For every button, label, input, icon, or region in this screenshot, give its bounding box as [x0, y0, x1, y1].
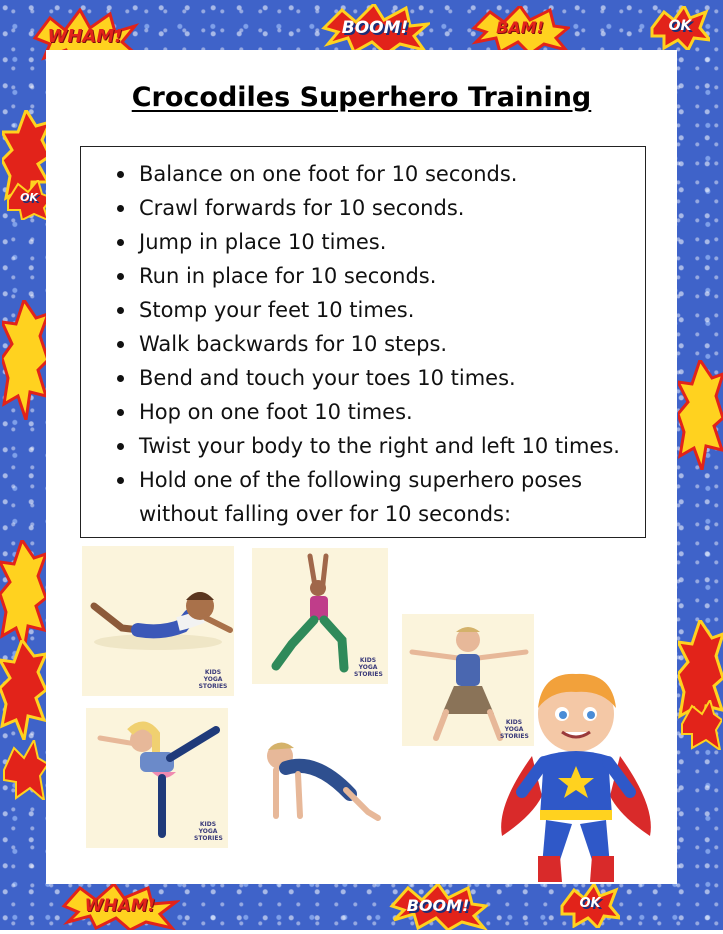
exercise-item: Twist your body to the right and left 10 times. [117, 429, 645, 463]
watermark-logo: KIDS YOGA STORIES [194, 821, 223, 842]
watermark-logo: KIDS YOGA STORIES [354, 657, 383, 678]
exercise-item: Walk backwards for 10 steps. [117, 327, 645, 361]
pose-image-plank [246, 724, 388, 840]
exercise-item: Stomp your feet 10 times. [117, 293, 645, 327]
watermark-logo: KIDS YOGA STORIES [198, 669, 228, 690]
exercise-item: Run in place for 10 seconds. [117, 259, 645, 293]
exercise-item: Hold one of the following superhero poses without falling over for 10 seconds: [117, 463, 645, 531]
pose-image-warrior-three [86, 708, 228, 848]
burst-boom-top: BOOM! [320, 4, 430, 54]
exercise-item: Jump in place 10 times. [117, 225, 645, 259]
burst-boom-left-lower [0, 640, 46, 740]
superhero-kid-illustration [492, 666, 660, 884]
burst-wham-left [2, 300, 48, 420]
burst-wham-top-left: WHAM! [30, 8, 140, 68]
exercise-item: Hop on one foot 10 times. [117, 395, 645, 429]
burst-ok-left-lower [2, 740, 48, 800]
pose-image-superman [82, 546, 234, 696]
burst-ok-bottom-right: OK [560, 884, 620, 928]
burst-wham-left-lower [0, 540, 46, 650]
exercise-list [81, 147, 645, 531]
burst-wham-right [678, 360, 723, 470]
burst-wham-bottom: WHAM! [60, 884, 180, 930]
burst-ok-left: OK [6, 180, 52, 220]
burst-bam-top: BAM! [470, 6, 570, 54]
exercise-list-box [80, 146, 646, 538]
exercise-item: Bend and touch your toes 10 times. [117, 361, 645, 395]
burst-ok-top-right: OK [650, 6, 710, 50]
watermark-logo: KIDS YOGA STORIES [500, 719, 529, 740]
page-title: Crocodiles Superhero Training [131, 82, 592, 113]
burst-ok-right [680, 700, 722, 750]
pose-image-warrior-one [252, 548, 388, 684]
exercise-item: Crawl forwards for 10 seconds. [117, 191, 645, 225]
exercise-item: Balance on one foot for 10 seconds. [117, 157, 645, 191]
burst-boom-bottom: BOOM! [388, 884, 488, 930]
